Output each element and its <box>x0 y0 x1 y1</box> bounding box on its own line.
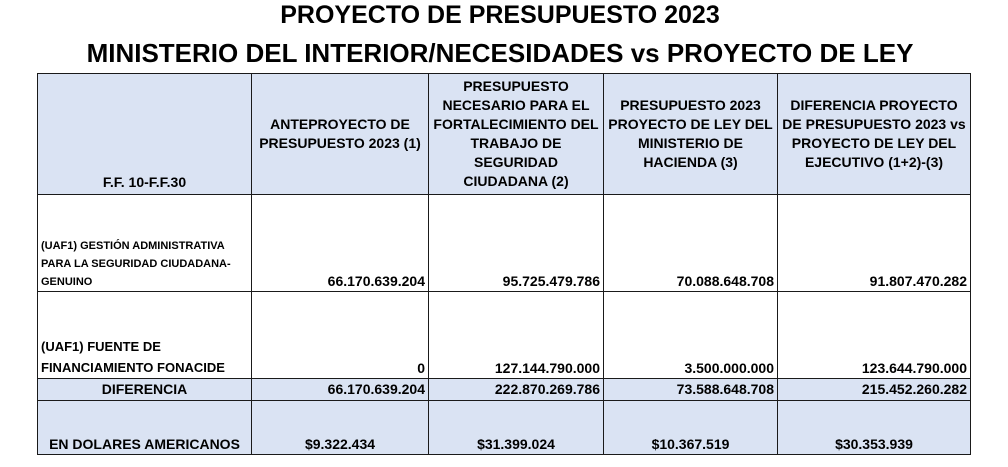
row-label: (UAF1) GESTIÓN ADMINISTRATIVA PARA LA SEGURIDAD CIUDADANA-GENUINO <box>38 195 252 292</box>
row-label: (UAF1) FUENTE DE FINANCIAMIENTO FONACIDE <box>38 292 252 379</box>
table-cell: 127.144.790.000 <box>429 292 604 379</box>
table-cell: 123.644.790.000 <box>778 292 971 379</box>
header-cell-proyecto-ley: PRESUPUESTO 2023 PROYECTO DE LEY DEL MINISTERIO DE HACIENDA (3) <box>604 74 778 195</box>
table-cell: $9.322.434 <box>252 401 429 455</box>
header-cell-ff: F.F. 10-F.F.30 <box>38 74 252 195</box>
table-cell: $30.353.939 <box>778 401 971 455</box>
table-row-total <box>38 379 971 401</box>
table-row <box>38 292 971 379</box>
table-cell: 66.170.639.204 <box>252 195 429 292</box>
table-cell: $31.399.024 <box>429 401 604 455</box>
table-cell: 3.500.000.000 <box>604 292 778 379</box>
table-header-row <box>38 74 971 195</box>
table-cell: 215.452.260.282 <box>778 379 971 401</box>
table-row-usd <box>38 401 971 455</box>
row-label: DIFERENCIA <box>38 379 252 401</box>
header-cell-diferencia: DIFERENCIA PROYECTO DE PRESUPUESTO 2023 vs PROYECTO DE LEY DEL EJECUTIVO (1+2)-(3) <box>778 74 971 195</box>
report-title: PROYECTO DE PRESUPUESTO 2023 <box>280 1 720 29</box>
report-subtitle: MINISTERIO DEL INTERIOR/NECESIDADES vs PROYECTO DE LEY <box>86 38 914 68</box>
header-cell-anteproyecto: ANTEPROYECTO DE PRESUPUESTO 2023 (1) <box>252 74 429 195</box>
table-cell: 66.170.639.204 <box>252 379 429 401</box>
header-cell-presupuesto-necesario: PRESUPUESTO NECESARIO PARA EL FORTALECIMIENTO DEL TRABAJO DE SEGURIDAD CIUDADANA (2) <box>429 74 604 195</box>
row-label: EN DOLARES AMERICANOS <box>38 401 252 455</box>
budget-table <box>37 73 971 455</box>
table-row <box>38 195 971 292</box>
table-cell: 95.725.479.786 <box>429 195 604 292</box>
table-cell: 91.807.470.282 <box>778 195 971 292</box>
table-cell: 73.588.648.708 <box>604 379 778 401</box>
table-cell: 222.870.269.786 <box>429 379 604 401</box>
table-cell: $10.367.519 <box>604 401 778 455</box>
table-cell: 70.088.648.708 <box>604 195 778 292</box>
table-cell: 0 <box>252 292 429 379</box>
